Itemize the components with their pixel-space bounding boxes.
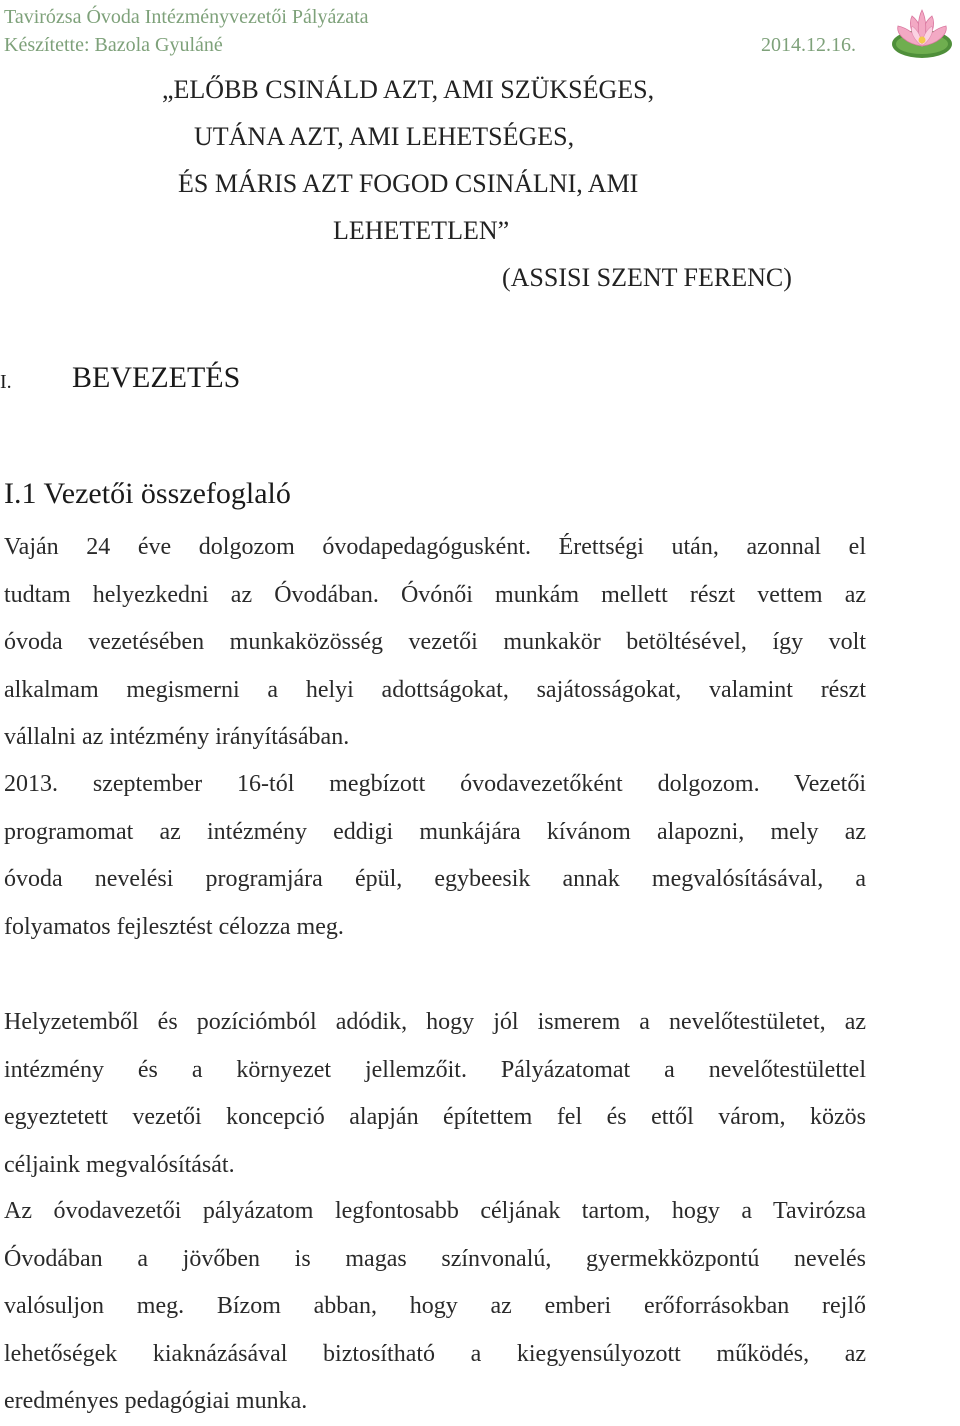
text-line: valósuljon meg. Bízom abban, hogy az emberi erőforrásokban rejlő: [4, 1293, 866, 1319]
body-paragraph: [4, 1188, 866, 1426]
text-line: lehetőségek kiaknázásával biztosítható a kiegyensúlyozott működés, az: [4, 1340, 866, 1367]
quote-line: UTÁNA AZT, AMI LEHETSÉGES,: [194, 122, 575, 151]
body-paragraph: [4, 761, 866, 951]
text-line: Az óvodavezetői pályázatom legfontosabb céljának tartom, hogy a Tavirózsa: [4, 1198, 866, 1224]
text-line: 2013. szeptember 16-tól megbízott óvodavezetőként dolgozom. Vezetői: [4, 771, 866, 797]
text-line: eredményes pedagógiai munka.: [4, 1388, 308, 1414]
text-line: vállalni az intézmény irányításában.: [4, 724, 350, 750]
header-date: 2014.12.16.: [761, 34, 856, 56]
text-line: Vaján 24 éve dolgozom óvodapedagógusként. Érettségi után, azonnal el: [4, 534, 866, 560]
text-line: Óvodában a jövőben is magas színvonalú, gyermekközpontú nevelés: [4, 1245, 866, 1272]
text-line: egyeztetett vezetői koncepció alapján építettem fel és ettől várom, közös: [4, 1104, 866, 1130]
text-line: céljaink megvalósítását.: [4, 1151, 235, 1178]
section-number: I.: [0, 371, 12, 393]
text-line: óvoda vezetésében munkaközösség vezetői munkakör betöltésével, így volt: [4, 629, 866, 655]
header-author: Készítette: Bazola Gyuláné: [4, 34, 223, 56]
section-title: BEVEZETÉS: [72, 361, 241, 394]
text-line: programomat az intézmény eddigi munkájára kívánom alapozni, mely az: [4, 818, 866, 845]
quote-line: LEHETETLEN”: [333, 216, 510, 245]
lotus-flower-icon: [890, 6, 954, 62]
header-title: Tavirózsa Óvoda Intézményvezetői Pályázata: [4, 6, 369, 28]
text-line: folyamatos fejlesztést célozza meg.: [4, 913, 344, 940]
body-paragraph: [4, 524, 866, 762]
body-paragraph: [4, 999, 866, 1189]
text-line: alkalmam megismerni a helyi adottságokat, sajátosságokat, valamint részt: [4, 676, 866, 703]
text-line: óvoda nevelési programjára épül, egybeesik annak megvalósításával, a: [4, 866, 866, 892]
text-line: Helyzetemből és pozíciómból adódik, hogy jól ismerem a nevelőtestületet, az: [4, 1009, 866, 1035]
text-line: tudtam helyezkedni az Óvodában. Óvónői munkám mellett részt vettem az: [4, 581, 866, 608]
quote-line: „ELŐBB CSINÁLD AZT, AMI SZÜKSÉGES,: [162, 75, 655, 104]
quote-line: ÉS MÁRIS AZT FOGOD CSINÁLNI, AMI: [178, 169, 639, 198]
text-line: intézmény és a környezet jellemzőit. Pályázatomat a nevelőtestülettel: [4, 1056, 866, 1083]
subsection-title: I.1 Vezetői összefoglaló: [4, 477, 291, 510]
page-header: [4, 0, 856, 60]
quote-author: (ASSISI SZENT FERENC): [502, 263, 792, 292]
